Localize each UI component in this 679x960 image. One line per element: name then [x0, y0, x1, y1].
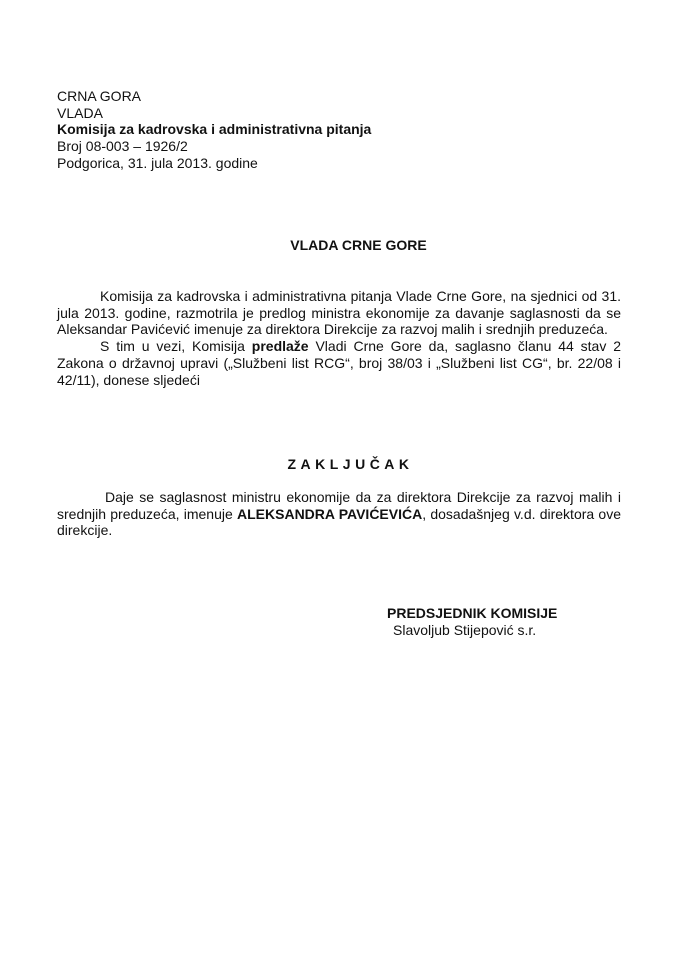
appointee-name: ALEKSANDRA PAVIĆEVIĆA: [237, 505, 423, 522]
country-name: CRNA GORA: [57, 88, 142, 104]
intro-paragraph-1: Komisija za kadrovska i administrativna pitanja Vlade Crne Gore, na sjednici od 31. jula 2013. godine, razmotrila je predlog ministra ekonomije za davanje saglasnosti da se Aleksandar Pavićević imenuje za direktora Direkcije za razvoj malih i srednjih preduzeća.: [57, 288, 621, 338]
place-and-date: Podgorica, 31. jula 2013. godine: [57, 154, 258, 171]
addressee-title: VLADA CRNE GORE: [290, 237, 427, 253]
conclusion-paragraph: [57, 489, 621, 539]
conclusion-text-start: Daje se saglasnost ministru ekonomije da za direktora Direkcije za razvoj malih i srednjih preduzeća, imenuje: [57, 489, 621, 522]
signature-block: [387, 605, 557, 638]
signature-title: PREDSJEDNIK KOMISIJE: [387, 605, 558, 621]
intro-paragraph-2-start: S tim u vezi, Komisija: [100, 338, 252, 355]
reference-number: Broj 08-003 – 1926/2: [57, 138, 188, 155]
signatory-name: Slavoljub Stijepović s.r.: [393, 621, 537, 638]
intro-paragraph-2: [57, 338, 621, 388]
document-header: [57, 88, 371, 172]
intro-section: [57, 288, 621, 388]
commission-name: Komisija za kadrovska i administrativna pitanja: [57, 121, 372, 138]
institution-name: VLADA: [57, 104, 103, 121]
conclusion-text-end: , dosadašnjeg v.d. direktora ove direkcije.: [57, 505, 621, 539]
proposal-keyword: predlaže: [251, 338, 309, 355]
conclusion-section: [57, 489, 621, 539]
conclusion-title: ZAKLJUČAK: [287, 456, 414, 472]
intro-paragraph-2-end: Vladi Crne Gore da, saglasno članu 44 stav 2 Zakona o državnoj upravi („Službeni list RCG“, broj 38/03 i „Službeni list CG“, br. 22/08 i 42/11), donese sljedeći: [57, 338, 621, 388]
